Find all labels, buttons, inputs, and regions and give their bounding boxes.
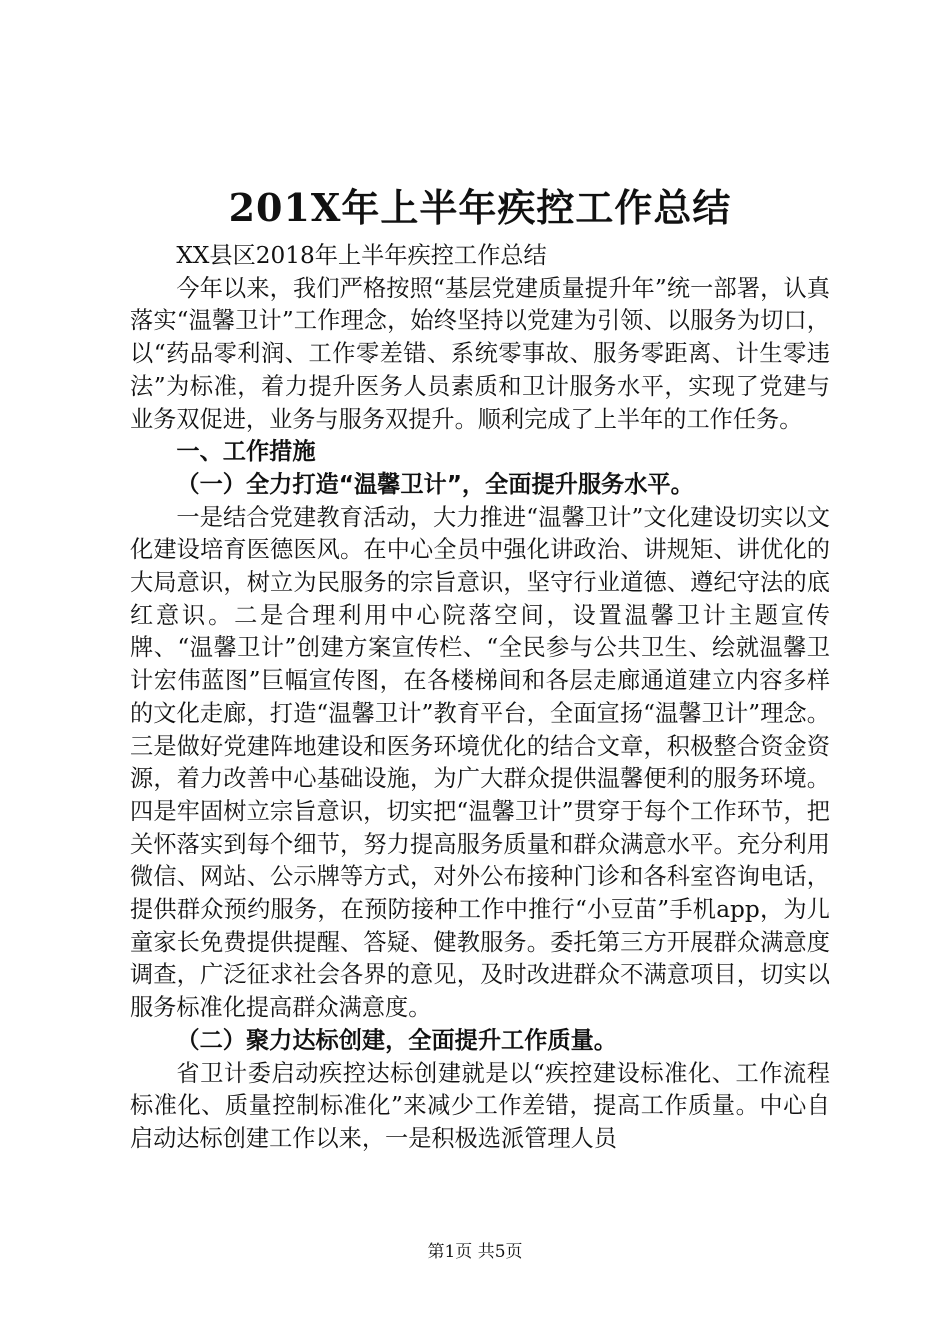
document-title: 201X年上半年疾控工作总结 <box>228 185 732 230</box>
page-number-footer: 第1页 共5页 <box>427 1242 523 1262</box>
intro-paragraph: 今年以来，我们严格按照“基层党建质量提升年”统一部署，认真落实“温馨卫计”工作理念，始终坚持以党建为引领、以服务为切口，以“药品零利润、工作零差错、系统零事故、服务零距离、计生零违法”为标准，着力提升医务人员素质和卫计服务水平，实现了党建与业务双促进，业务与服务双提升。顺利完成了上半年的工作任务。 <box>130 274 830 433</box>
document-subtitle: XX县区2018年上半年疾控工作总结 <box>176 242 547 269</box>
subsection-body-1: 一是结合党建教育活动，大力推进“温馨卫计”文化建设切实以文化建设培育医德医风。在中心全员中强化讲政治、讲规矩、讲优化的大局意识，树立为民服务的宗旨意识，坚守行业道德、遵纪守法的底红意识。二是合理利用中心院落空间，设置温馨卫计主题宣传牌、“温馨卫计”创建方案宣传栏、“全民参与公共卫生、绘就温馨卫计宏伟蓝图”巨幅宣传图，在各楼梯间和各层走廊通道建立内容多样的文化走廊，打造“温馨卫计”教育平台，全面宣扬“温馨卫计”理念。三是做好党建阵地建设和医务环境优化的结合文章，积极整合资金资源，着力改善中心基础设施，为广大群众提供温馨便利的服务环境。四是牢固树立宗旨意识，切实把“温馨卫计”贯穿于每个工作环节，把关怀落实到每个细节，努力提高服务质量和群众满意水平。充分利用微信、网站、公示牌等方式，对外公布接种门诊和各科室咨询电话，提供群众预约服务，在预防接种工作中推行“小豆苗”手机app，为儿童家长免费提供提醒、答疑、健教服务。委托第三方开展群众满意度调查，广泛征求社会各界的意见，及时改进群众不满意项目，切实以服务标准化提高群众满意度。 <box>130 503 830 1022</box>
subsection-heading-1: （一）全力打造“温馨卫计”，全面提升服务水平。 <box>176 470 694 498</box>
subsection-heading-2: （二）聚力达标创建，全面提升工作质量。 <box>176 1026 617 1054</box>
document-page <box>130 180 830 1156</box>
subsection-body-2: 省卫计委启动疾控达标创建就是以“疾控建设标准化、工作流程标准化、质量控制标准化”来减少工作差错，提高工作质量。中心自启动达标创建工作以来，一是积极选派管理人员 <box>130 1059 830 1152</box>
section-heading-measures: 一、工作措施 <box>176 438 316 466</box>
